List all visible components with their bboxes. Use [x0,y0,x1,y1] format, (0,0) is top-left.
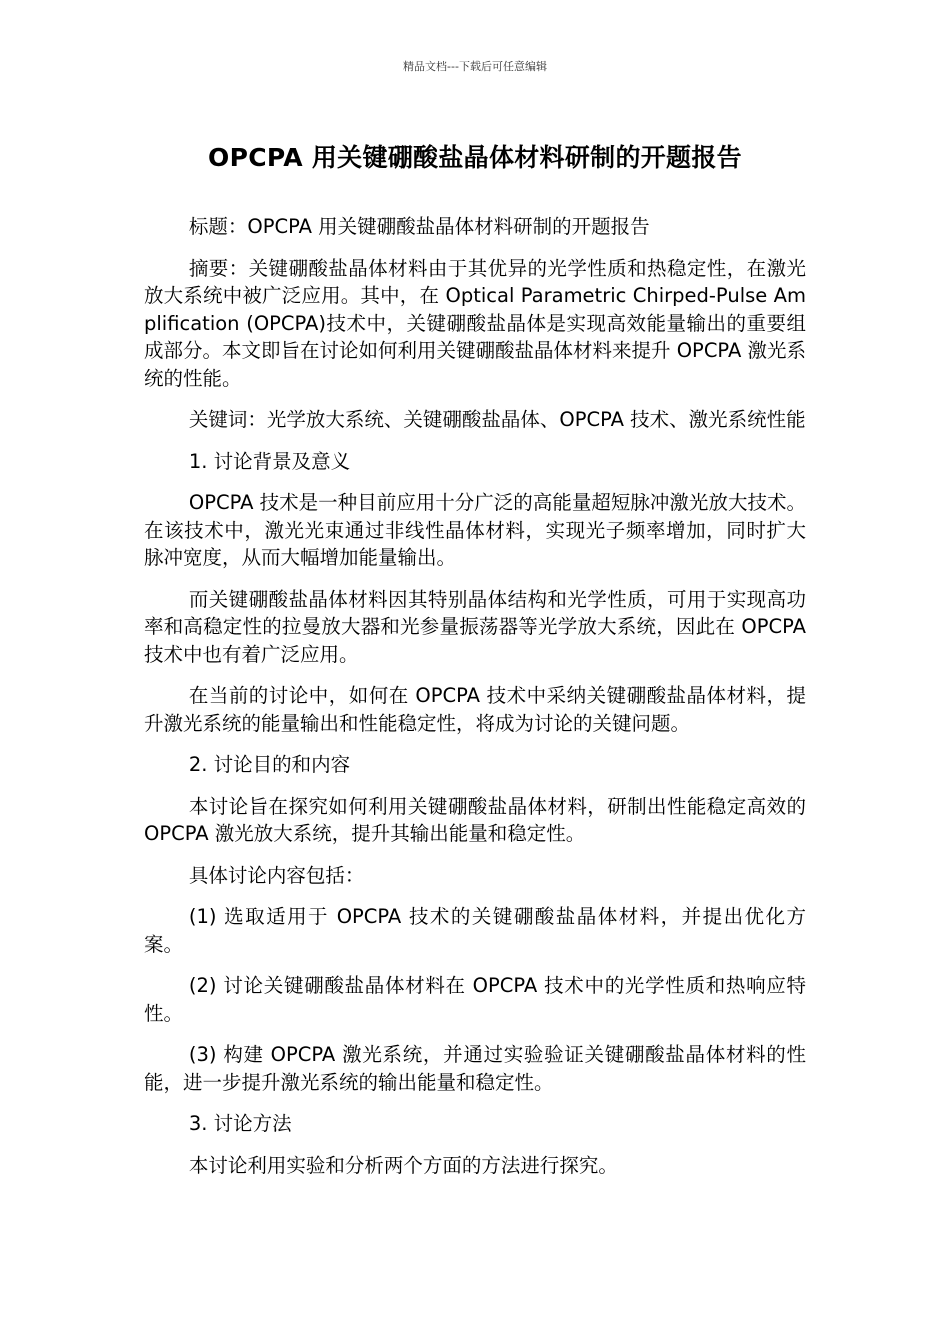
list-item: (3) 构建 OPCPA 激光系统，并通过实验验证关键硼酸盐晶体材料的性能，进一步提升激光系统的输出能量和稳定性。 [144,1043,806,1094]
section-heading-background: 1. 讨论背景及意义 [188,449,351,473]
body-paragraph: 本讨论旨在探究如何利用关键硼酸盐晶体材料，研制出性能稳定高效的 OPCPA 激光放大系统，提升其输出能量和稳定性。 [144,794,806,845]
body-paragraph: OPCPA 技术是一种目前应用十分广泛的高能量超短脉冲激光放大技术。在该技术中，激光光束通过非线性晶体材料，实现光子频率增加，同时扩大脉冲宽度，从而大幅增加能量输出。 [144,491,806,569]
header-note: 精品文档---下载后可任意编辑 [403,60,547,73]
body-paragraph: 而关键硼酸盐晶体材料因其特别晶体结构和光学性质，可用于实现高功率和高稳定性的拉曼放大器和光参量振荡器等光学放大系统，因此在 OPCPA 技术中也有着广泛应用。 [144,587,806,666]
section-heading-method: 3. 讨论方法 [188,1112,292,1135]
title-line: 标题：OPCPA 用关键硼酸盐晶体材料研制的开题报告 [188,215,650,238]
body-paragraph: 在当前的讨论中，如何在 OPCPA 技术中采纳关键硼酸盐晶体材料，提升激光系统的能量输出和性能稳定性，将成为讨论的关键问题。 [144,684,806,735]
section-heading-purpose: 2. 讨论目的和内容 [188,753,351,776]
list-item: (1) 选取适用于 OPCPA 技术的关键硼酸盐晶体材料，并提出优化方案。 [144,905,806,956]
list-item: (2) 讨论关键硼酸盐晶体材料在 OPCPA 技术中的光学性质和热响应特性。 [144,974,806,1025]
body-paragraph: 本讨论利用实验和分析两个方面的方法进行探究。 [188,1153,618,1177]
document-title: OPCPA 用关键硼酸盐晶体材料研制的开题报告 [208,143,742,172]
abstract-paragraph: 摘要：关键硼酸盐晶体材料由于其优异的光学性质和热稳定性，在激光放大系统中被广泛应用。其中，在 Optical Parametric Chirped-Pulse Amplification (OPCPA)技术中，关键硼酸盐晶体是实现高效能量输出的重要组成部分。本文即旨在讨论如何利用关键硼酸盐晶体材料来提升 OPCPA 激光系统的性能。 [144,256,806,390]
document-body [144,213,806,1193]
keywords-paragraph: 关键词：光学放大系统、关键硼酸盐晶体、OPCPA 技术、激光系统性能 [188,408,806,431]
body-paragraph: 具体讨论内容包括： [188,863,365,887]
